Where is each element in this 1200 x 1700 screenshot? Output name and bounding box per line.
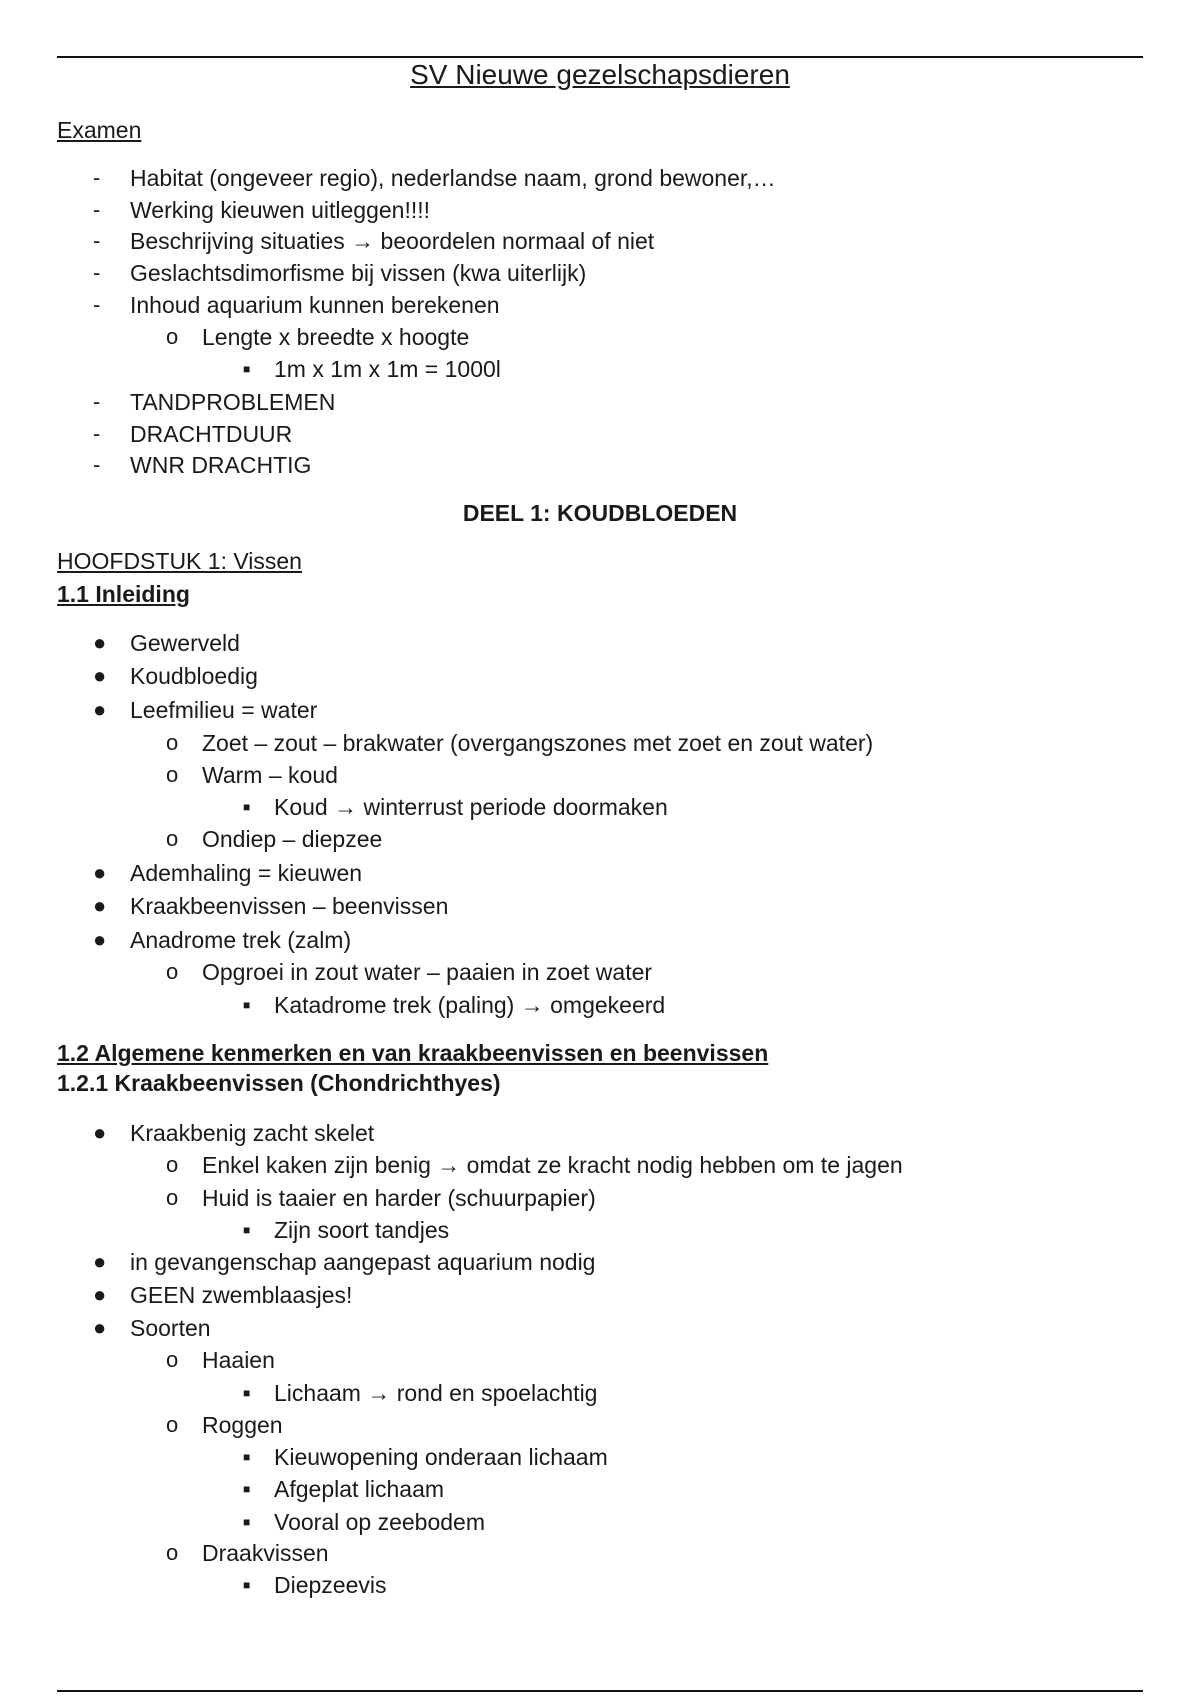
list-item: Leefmilieu = water <box>130 697 318 723</box>
circle-marker: o <box>166 1347 179 1372</box>
examen-heading: Examen <box>57 117 142 143</box>
square-marker: ■ <box>243 1482 251 1496</box>
section-heading: 1.1 Inleiding <box>57 581 190 607</box>
list-item: Ondiep – diepzee <box>202 826 383 852</box>
square-marker: ■ <box>243 1450 251 1464</box>
bullet-marker: ● <box>93 927 107 952</box>
bullet-marker: ● <box>93 630 107 655</box>
bottom-rule <box>57 1690 1143 1692</box>
list-item: Beschrijving situaties → beoordelen normaal of niet <box>130 228 655 254</box>
list-item: Haaien <box>202 1347 275 1373</box>
list-item: Geslachtsdimorfisme bij vissen (kwa uiterlijk) <box>130 260 587 286</box>
circle-marker: o <box>166 1412 179 1437</box>
page-title: SV Nieuwe gezelschapsdieren <box>410 59 790 90</box>
list-item: Opgroei in zout water – paaien in zoet water <box>202 959 653 985</box>
circle-marker: o <box>166 762 179 787</box>
list-item: Lichaam → rond en spoelachtig <box>274 1380 598 1406</box>
dash-marker: - <box>93 197 101 222</box>
bullet-marker: ● <box>93 860 107 885</box>
bullet-marker: ● <box>93 1282 107 1307</box>
list-item: Draakvissen <box>202 1540 329 1566</box>
dash-marker: - <box>93 421 101 446</box>
circle-marker: o <box>166 730 179 755</box>
part-heading: DEEL 1: KOUDBLOEDEN <box>462 500 738 526</box>
list-item: Afgeplat lichaam <box>274 1476 445 1502</box>
list-item: Soorten <box>130 1315 211 1341</box>
circle-marker: o <box>166 959 179 984</box>
list-item: in gevangenschap aangepast aquarium nodig <box>130 1249 596 1275</box>
list-item: Anadrome trek (zalm) <box>130 927 352 953</box>
list-item: Habitat (ongeveer regio), nederlandse naam, grond bewoner,… <box>130 165 776 191</box>
list-item: Werking kieuwen uitleggen!!!! <box>130 197 431 223</box>
list-item: Vooral op zeebodem <box>274 1509 485 1535</box>
list-item: Koudbloedig <box>130 663 258 689</box>
chapter-heading: HOOFDSTUK 1: Vissen <box>57 548 302 574</box>
list-item: WNR DRACHTIG <box>130 452 312 478</box>
list-item: Enkel kaken zijn benig → omdat ze kracht nodig hebben om te jagen <box>202 1152 903 1178</box>
list-item: Roggen <box>202 1412 283 1438</box>
list-item: TANDPROBLEMEN <box>130 389 336 415</box>
circle-marker: o <box>166 1185 179 1210</box>
bullet-marker: ● <box>93 663 107 688</box>
list-item: Ademhaling = kieuwen <box>130 860 363 886</box>
list-item: Gewerveld <box>130 630 240 656</box>
bullet-marker: ● <box>93 893 107 918</box>
square-marker: ■ <box>243 1515 251 1529</box>
bullet-marker: ● <box>93 1315 107 1340</box>
list-item: Diepzeevis <box>274 1572 387 1598</box>
bullet-marker: ● <box>93 1120 107 1145</box>
square-marker: ■ <box>243 1386 251 1400</box>
list-item: Zoet – zout – brakwater (overgangszones met zoet en zout water) <box>202 730 874 756</box>
square-marker: ■ <box>243 998 251 1012</box>
dash-marker: - <box>93 292 101 317</box>
dash-marker: - <box>93 389 101 414</box>
circle-marker: o <box>166 324 179 349</box>
list-item: Kieuwopening onderaan lichaam <box>274 1444 608 1470</box>
circle-marker: o <box>166 1152 179 1177</box>
square-marker: ■ <box>243 800 251 814</box>
section-heading: 1.2 Algemene kenmerken en van kraakbeenvissen en beenvissen <box>57 1040 769 1066</box>
list-item: Inhoud aquarium kunnen berekenen <box>130 292 500 318</box>
subsection-heading: 1.2.1 Kraakbeenvissen (Chondrichthyes) <box>57 1070 501 1096</box>
square-marker: ■ <box>243 362 251 376</box>
list-item: GEEN zwemblaasjes! <box>130 1282 353 1308</box>
list-item: Warm – koud <box>202 762 338 788</box>
bullet-marker: ● <box>93 1249 107 1274</box>
dash-marker: - <box>93 228 101 253</box>
list-item: 1m x 1m x 1m = 1000l <box>274 356 501 382</box>
list-item: Katadrome trek (paling) → omgekeerd <box>274 992 666 1018</box>
circle-marker: o <box>166 826 179 851</box>
dash-marker: - <box>93 452 101 477</box>
list-item: Kraakbenig zacht skelet <box>130 1120 375 1146</box>
list-item: DRACHTDUUR <box>130 421 293 447</box>
circle-marker: o <box>166 1540 179 1565</box>
list-item: Huid is taaier en harder (schuurpapier) <box>202 1185 596 1211</box>
dash-marker: - <box>93 260 101 285</box>
square-marker: ■ <box>243 1223 251 1237</box>
top-rule <box>57 56 1143 58</box>
list-item: Koud → winterrust periode doormaken <box>274 794 668 820</box>
dash-marker: - <box>93 165 101 190</box>
square-marker: ■ <box>243 1578 251 1592</box>
list-item: Kraakbeenvissen – beenvissen <box>130 893 449 919</box>
bullet-marker: ● <box>93 697 107 722</box>
list-item: Zijn soort tandjes <box>274 1217 450 1243</box>
list-item: Lengte x breedte x hoogte <box>202 324 470 350</box>
